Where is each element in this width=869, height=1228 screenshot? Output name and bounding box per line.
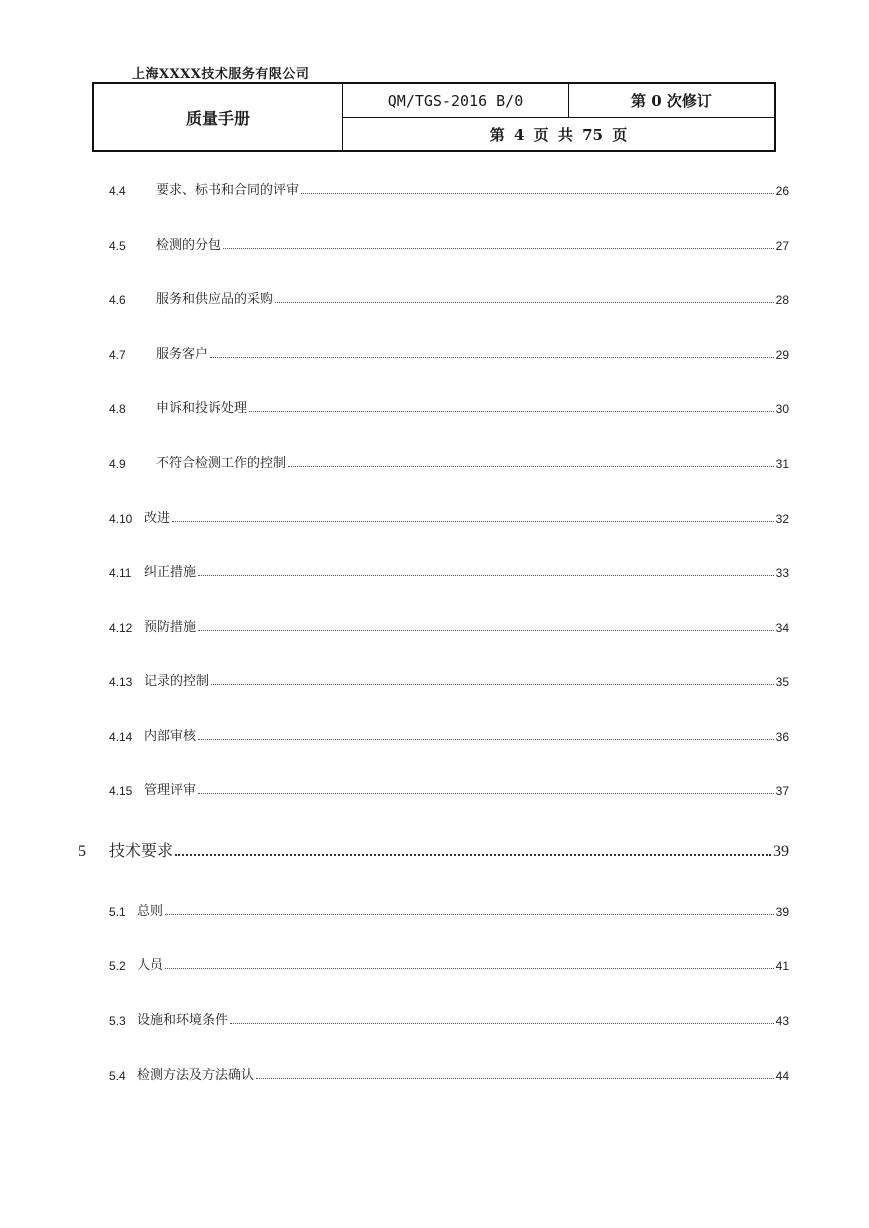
toc-entry[interactable] (109, 899, 789, 919)
toc-entry-title: 技术要求 (109, 843, 174, 860)
toc-entry[interactable] (109, 1008, 789, 1028)
toc-entry-page: 39 (773, 843, 789, 860)
toc-entry-page: 33 (775, 566, 789, 580)
toc-entry-page: 35 (775, 675, 789, 689)
toc-entry-title: 要求、标书和合同的评审 (156, 183, 300, 198)
document-code: QM/TGS-2016 B/0 (343, 84, 569, 118)
toc-entry-page: 43 (775, 1014, 789, 1028)
toc-entry[interactable] (109, 724, 789, 744)
toc-entry[interactable] (109, 669, 789, 689)
document-title: 质量手册 (94, 84, 343, 150)
toc-dot-leader (165, 914, 774, 915)
toc-entry-number: 4.15 (109, 784, 133, 798)
toc-entry-title: 预防措施 (144, 620, 197, 635)
toc-entry-page: 28 (775, 293, 789, 307)
toc-entry-number: 4.8 (109, 402, 126, 416)
toc-dot-leader (165, 968, 774, 969)
toc-entry-number: 4.13 (109, 675, 133, 689)
toc-entry-page: 31 (775, 457, 789, 471)
toc-dot-leader (301, 193, 774, 194)
toc-dot-leader (172, 521, 774, 522)
toc-entry-title: 改进 (144, 511, 171, 526)
toc-entry-page: 39 (775, 905, 789, 919)
toc-dot-leader (275, 302, 774, 303)
document-header-table (92, 82, 776, 152)
toc-entry-title: 服务和供应品的采购 (156, 292, 274, 307)
toc-entry-number: 5.2 (109, 959, 126, 973)
toc-entry-number: 5.4 (109, 1069, 126, 1083)
toc-entry-title: 设施和环境条件 (137, 1013, 229, 1028)
toc-entry-number: 4.4 (109, 184, 126, 198)
toc-entry-page: 36 (775, 730, 789, 744)
toc-entry[interactable] (109, 615, 789, 635)
toc-dot-leader (211, 684, 774, 685)
toc-entry[interactable] (109, 178, 789, 198)
toc-entry-page: 44 (775, 1069, 789, 1083)
toc-entry-title: 申诉和投诉处理 (156, 401, 248, 416)
toc-entry-page: 41 (775, 959, 789, 973)
toc-entry[interactable] (109, 396, 789, 416)
company-name: 上海XXXX技术服务有限公司 (132, 67, 310, 82)
toc-entry-number: 4.7 (109, 348, 126, 362)
toc-dot-leader (210, 357, 774, 358)
toc-entry-page: 37 (775, 784, 789, 798)
toc-dot-leader (198, 739, 774, 740)
toc-entry[interactable] (109, 506, 789, 526)
toc-entry-number: 5 (78, 843, 86, 860)
toc-entry[interactable] (109, 560, 789, 580)
toc-dot-leader (256, 1078, 774, 1079)
toc-entry[interactable] (109, 342, 789, 362)
toc-entry-page: 27 (775, 239, 789, 253)
toc-entry-page: 32 (775, 512, 789, 526)
toc-entry[interactable] (109, 233, 789, 253)
revision-label: 第 0 次修订 (569, 84, 774, 118)
toc-entry-number: 4.12 (109, 621, 133, 635)
toc-entry-page: 30 (775, 402, 789, 416)
toc-dot-leader (198, 793, 774, 794)
toc-dot-leader (230, 1023, 774, 1024)
toc-entry[interactable] (109, 1063, 789, 1083)
toc-entry-number: 4.10 (109, 512, 133, 526)
toc-entry[interactable] (109, 953, 789, 973)
toc-entry-number: 4.11 (109, 566, 132, 580)
toc-entry-page: 34 (775, 621, 789, 635)
toc-entry-title: 人员 (137, 958, 164, 973)
toc-entry-page: 26 (775, 184, 789, 198)
toc-entry-title: 记录的控制 (144, 674, 210, 689)
toc-entry-title: 内部审核 (144, 729, 197, 744)
toc-entry-number: 5.1 (109, 905, 126, 919)
toc-entry-title: 服务客户 (156, 347, 209, 362)
toc-entry-title: 不符合检测工作的控制 (156, 456, 287, 471)
toc-entry-title: 检测的分包 (156, 238, 222, 253)
toc-dot-leader (198, 630, 774, 631)
toc-dot-leader (198, 575, 774, 576)
toc-entry-page: 29 (775, 348, 789, 362)
toc-dot-leader (288, 466, 774, 467)
toc-dot-leader (175, 854, 771, 856)
toc-entry-title: 检测方法及方法确认 (137, 1068, 255, 1083)
toc-entry[interactable] (109, 451, 789, 471)
page-number-info: 第 4 页 共 75 页 (489, 125, 628, 144)
toc-entry-number: 4.5 (109, 239, 126, 253)
toc-entry-title: 管理评审 (144, 783, 197, 798)
toc-entry-number: 5.3 (109, 1014, 126, 1028)
toc-dot-leader (223, 248, 774, 249)
toc-entry-number: 4.14 (109, 730, 133, 744)
toc-entry-title: 总则 (137, 904, 164, 919)
toc-chapter-entry[interactable] (78, 837, 789, 861)
toc-entry-title: 纠正措施 (144, 565, 197, 580)
toc-entry-number: 4.6 (109, 293, 126, 307)
toc-dot-leader (249, 411, 774, 412)
toc-entry[interactable] (109, 778, 789, 798)
toc-entry-number: 4.9 (109, 457, 126, 471)
toc-entry[interactable] (109, 287, 789, 307)
